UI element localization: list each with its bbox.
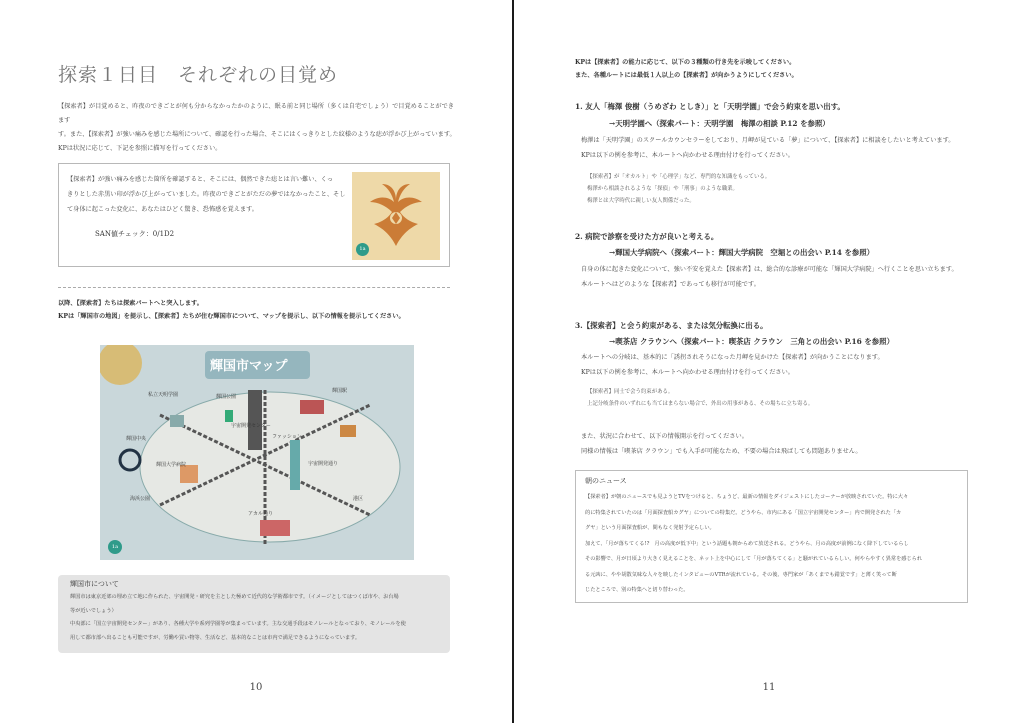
section-1-bullets: 【探索者】が「オカルト」や「心理学」など、専門的な知識をもっている。 梅澤から相談されるような「探偵」や「刑事」のような職業。 梅澤とは大学時代に親しい友人関係だった。 (587, 174, 771, 204)
emblem-badge: 1a (356, 243, 369, 256)
intro-text: 【探索者】が目覚めると、昨夜のできごとが何も分からなかったかのように、眠る前と同じ場所（多くは自宅でしょう）で目覚めることができます す。また、【探索者】が強い痛みを感じた場所について、確認を行った場合、そこにはくっきりとした紋様のような痣が浮かび上がっています。 KPは状況に応じて、下記を参照に描写を行ってください。 (58, 103, 456, 152)
map-label-east: 港区 (353, 496, 364, 502)
scene-text: 【探索者】が強い痛みを感じた箇所を確認すると、そこには、偶然できた痣とは言い難い、くっ きりとした赤黒い印が浮かび上がっていました。昨夜のできごとがただの夢ではなかったこと、そし て身体に起こった変化に、あなたはひどく驚き、恐怖感を覚えます。 (67, 176, 346, 213)
city-info-box (58, 575, 450, 653)
page-title: 探索１日目 それぞれの目覚め (58, 64, 339, 86)
section-3-heading: 3.【探索者】と会う約束がある、または気分転換に出る。 (575, 321, 768, 330)
city-info-heading: 輝国市について (70, 580, 119, 588)
section-2-heading: 2. 病院で診察を受けた方が良いと考える。 (575, 232, 719, 241)
section-3-bullets: 【探索者】同士で会う約束がある。 上記分岐条件のいずれにも当てはまらない場合で、外出の用事がある、その場ちに立ち寄る。 (587, 389, 814, 407)
map-label-station: 輝国駅 (332, 388, 348, 394)
news-box (575, 470, 968, 603)
map-label-mall: 宇宙開発通り (308, 461, 339, 467)
divider (58, 287, 450, 288)
city-info-text: 輝国市は東京近郊の埋め立て地に作られた、宇宙開発・研究を主とした極めて近代的な学術都市です。（イメージとしてはつくば市や、お台場 等が近いでしょう） 中央部に「国立宇宙開発センター」があり、各種大学や系列学園等が集まっています。主な交通手段はモノレールとなっており、モノレールを使 用して都市部へ出ることも可能ですが、労働や買い物等、生活など、基本的なことは市内で満足できるようになっています。 (70, 594, 406, 641)
explore-intro: 以降、【探索者】たちは探索パートへと突入します。 KPは「輝国市の地図」を提示し、【探索者】たちが住む輝国市について、マップを提示し、以下の情報を提示してください。 (58, 300, 405, 320)
map-label-hospital: 輝国大学病院 (156, 462, 187, 468)
map-label-town: アカル通り (248, 511, 273, 517)
map-label-sw: 海浜公園 (130, 496, 151, 502)
section-1-text: 梅澤は「天明学園」のスクールカウンセラーをしており、月岬が見ている「夢」について、【探索者】に相談をしたいと考えています。 KPは以下の例を参考に、本ルートへ向かわせる理由付けを行ってください。 (581, 137, 955, 159)
section-3-route: →喫茶店 クラウンへ（探索パート：喫茶店 クラウン 三角との出会い P.16 を参照） (609, 337, 894, 346)
route-intro: KPは【探索者】の能力に応じて、以下の３種類の行き先を示唆してください。 また、各種ルートには最低１人以上の【探索者】が向かうようにしてください。 (575, 59, 798, 79)
section-2-text: 自身の体に起きた変化について、強い不安を覚えた【探索者】は、総合的な診療が可能な「輝国大学病院」へ行くことを思い立ちます。 本ルートへはどのような【探索者】であっても移行が可能です。 (581, 266, 958, 288)
news-text: 【探索者】が朝のニュースでも見ようとTVをつけると、ちょうど、最新の情報をダイジェストにしたコーナーが放映されていた。特に大々 的に特集されていたのは「月面探査船カグヤ」についての特集だ。どうやら、市内にある「国立宇宙開発センター」内で開発された「カ グヤ」という月面探査船が、間もなく発射予定らしい。 加えて、「月が落ちてくる!? 月の高度が低下中」という話題も朝からめて放送される。どうやら、月の高度が前例になく降下しているらし その影響で、月が日頃より大きく見えることを、ネット上を中心にして「月が落ちてくる」と騒がれているらしい。何やらやすく異常を感じられ る元凶に、やや胡散気味な人々を映したインタビューのVTRが流れている。その後、専門家が「あくまでも錯覚です」と薄く笑って断 じたところで、別の特集へと切り替わった。 (585, 494, 923, 593)
section-1-heading: 1. 友人「梅澤 俊樹（うめざわ としき）」と「天明学園」で会う約束を思い出す。 (575, 102, 845, 111)
section-1-route: →天明学園へ（探索パート：天明学園 梅澤の相談 P.12 を参照） (609, 119, 830, 128)
news-heading: 朝のニュース (585, 477, 627, 485)
scene-box (58, 163, 450, 267)
map-label-tower: ファッション (272, 434, 302, 440)
san-check: SAN値チェック：0/1D2 (95, 230, 175, 238)
page-11 (514, 0, 1024, 723)
city-map-image (100, 345, 414, 560)
section-3-text: 本ルートへの分岐は、基本的に「誘拐されそうになった月岬を見かけた【探索者】が向かうことになります。 KPは以下の例を参考に、本ルートへ向かわせる理由付けを行ってください。 (581, 354, 884, 376)
map-badge: 1a (108, 540, 122, 554)
map-label-school: 私立天明学園 (148, 392, 179, 398)
map-title: 輝国市マップ (210, 359, 288, 374)
section-2-route: →輝国大学病院へ（探索パート：輝国大学病院 空堀との出会い P.14 を参照） (609, 248, 875, 257)
city-map-drawing (100, 345, 414, 560)
map-label-center: 宇宙開発センター (231, 423, 271, 429)
closing-text: また、状況に合わせて、以下の情報開示を行ってください。 同様の情報は「喫茶店 クラウン」でも入手が可能なため、不要の場合は飛ばしても問題ありません。 (581, 433, 862, 455)
map-label-west: 輝国中央 (126, 436, 147, 442)
map-label-park: 輝国公園 (216, 394, 237, 400)
page-number: 11 (762, 682, 776, 693)
page-number: 10 (249, 682, 263, 693)
crest-emblem-image (352, 172, 440, 260)
